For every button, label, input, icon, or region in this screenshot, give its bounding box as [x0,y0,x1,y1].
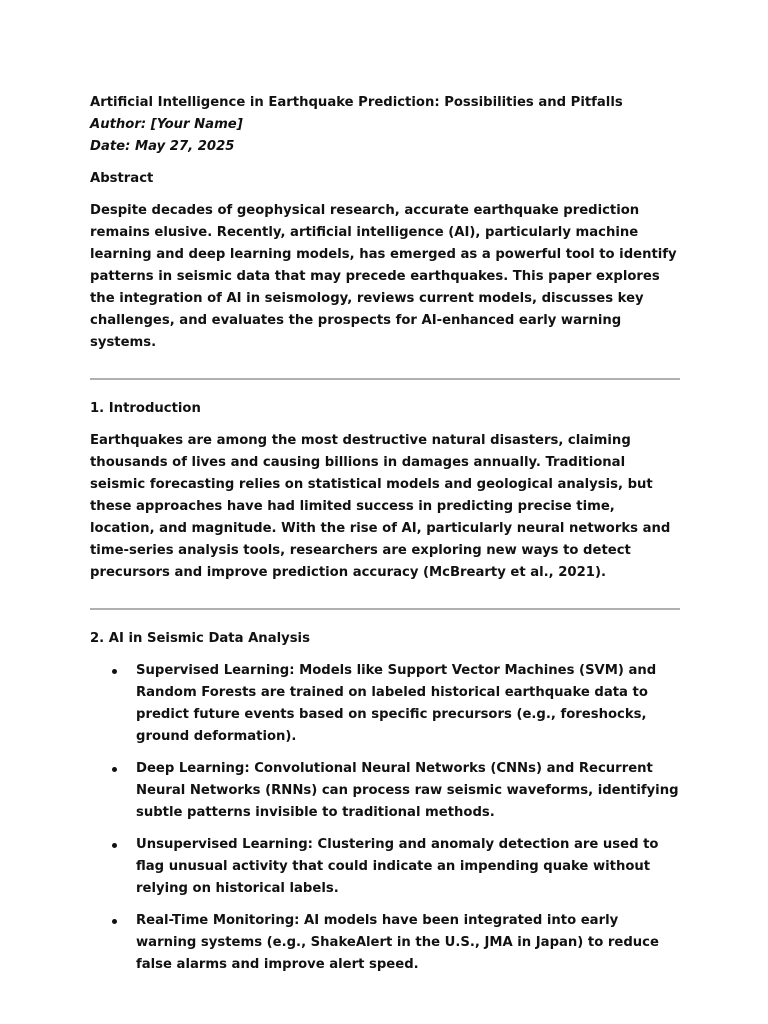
bullet-item [90,834,680,900]
document-page [90,92,680,986]
bullet-text: Deep Learning: Convolutional Neural Networks (CNNs) and Recurrent Neural Networks (RNNs) can process raw seismic waveforms, identifying subtle patterns invisible to traditional methods. [136,761,679,820]
paper-title: Artificial Intelligence in Earthquake Prediction: Possibilities and Pitfalls [90,95,623,110]
abstract-text: Despite decades of geophysical research, accurate earthquake prediction remains elusive. Recently, artificial intelligence (AI), particularly machine learning and deep learning models, has emerged as a powerful tool to identify patterns in seismic data that may precede earthquakes. This paper explores the integration of AI in seismology, reviews current models, discusses key challenges, and evaluates the prospects for AI-enhanced early warning systems. [90,203,677,350]
introduction-text: Earthquakes are among the most destructive natural disasters, claiming thousands of lives and causing billions in damages annually. Traditional seismic forecasting relies on statistical models and geological analysis, but these approaches have had limited success in predicting precise time, location, and magnitude. With the rise of AI, particularly neural networks and time-series analysis tools, researchers are exploring new ways to detect precursors and improve prediction accuracy (McBrearty et al., 2021). [90,433,671,580]
bullet-text: Real-Time Monitoring: AI models have been integrated into early warning systems (e.g., ShakeAlert in the U.S., JMA in Japan) to reduce false alarms and improve alert speed. [136,913,659,972]
paper-date: Date: May 27, 2025 [90,139,235,154]
bullet-text: Unsupervised Learning: Clustering and anomaly detection are used to flag unusual activity that could indicate an impending quake without relying on historical labels. [136,837,659,896]
section2-heading: 2. AI in Seismic Data Analysis [90,631,310,646]
bullet-icon [112,767,117,772]
introduction-heading: 1. Introduction [90,401,201,416]
bullet-item [90,758,680,824]
abstract-heading: Abstract [90,171,154,186]
section2-bullet-list [90,660,680,976]
section-divider [90,378,680,380]
bullet-icon [112,669,117,674]
bullet-item [90,660,680,748]
paper-author: Author: [Your Name] [90,117,243,132]
bullet-icon [112,919,117,924]
bullet-item [90,910,680,976]
bullet-icon [112,843,117,848]
section-divider [90,608,680,610]
bullet-text: Supervised Learning: Models like Support Vector Machines (SVM) and Random Forests are trained on labeled historical earthquake data to predict future events based on specific precursors (e.g., foreshocks, ground deformation). [136,663,657,744]
